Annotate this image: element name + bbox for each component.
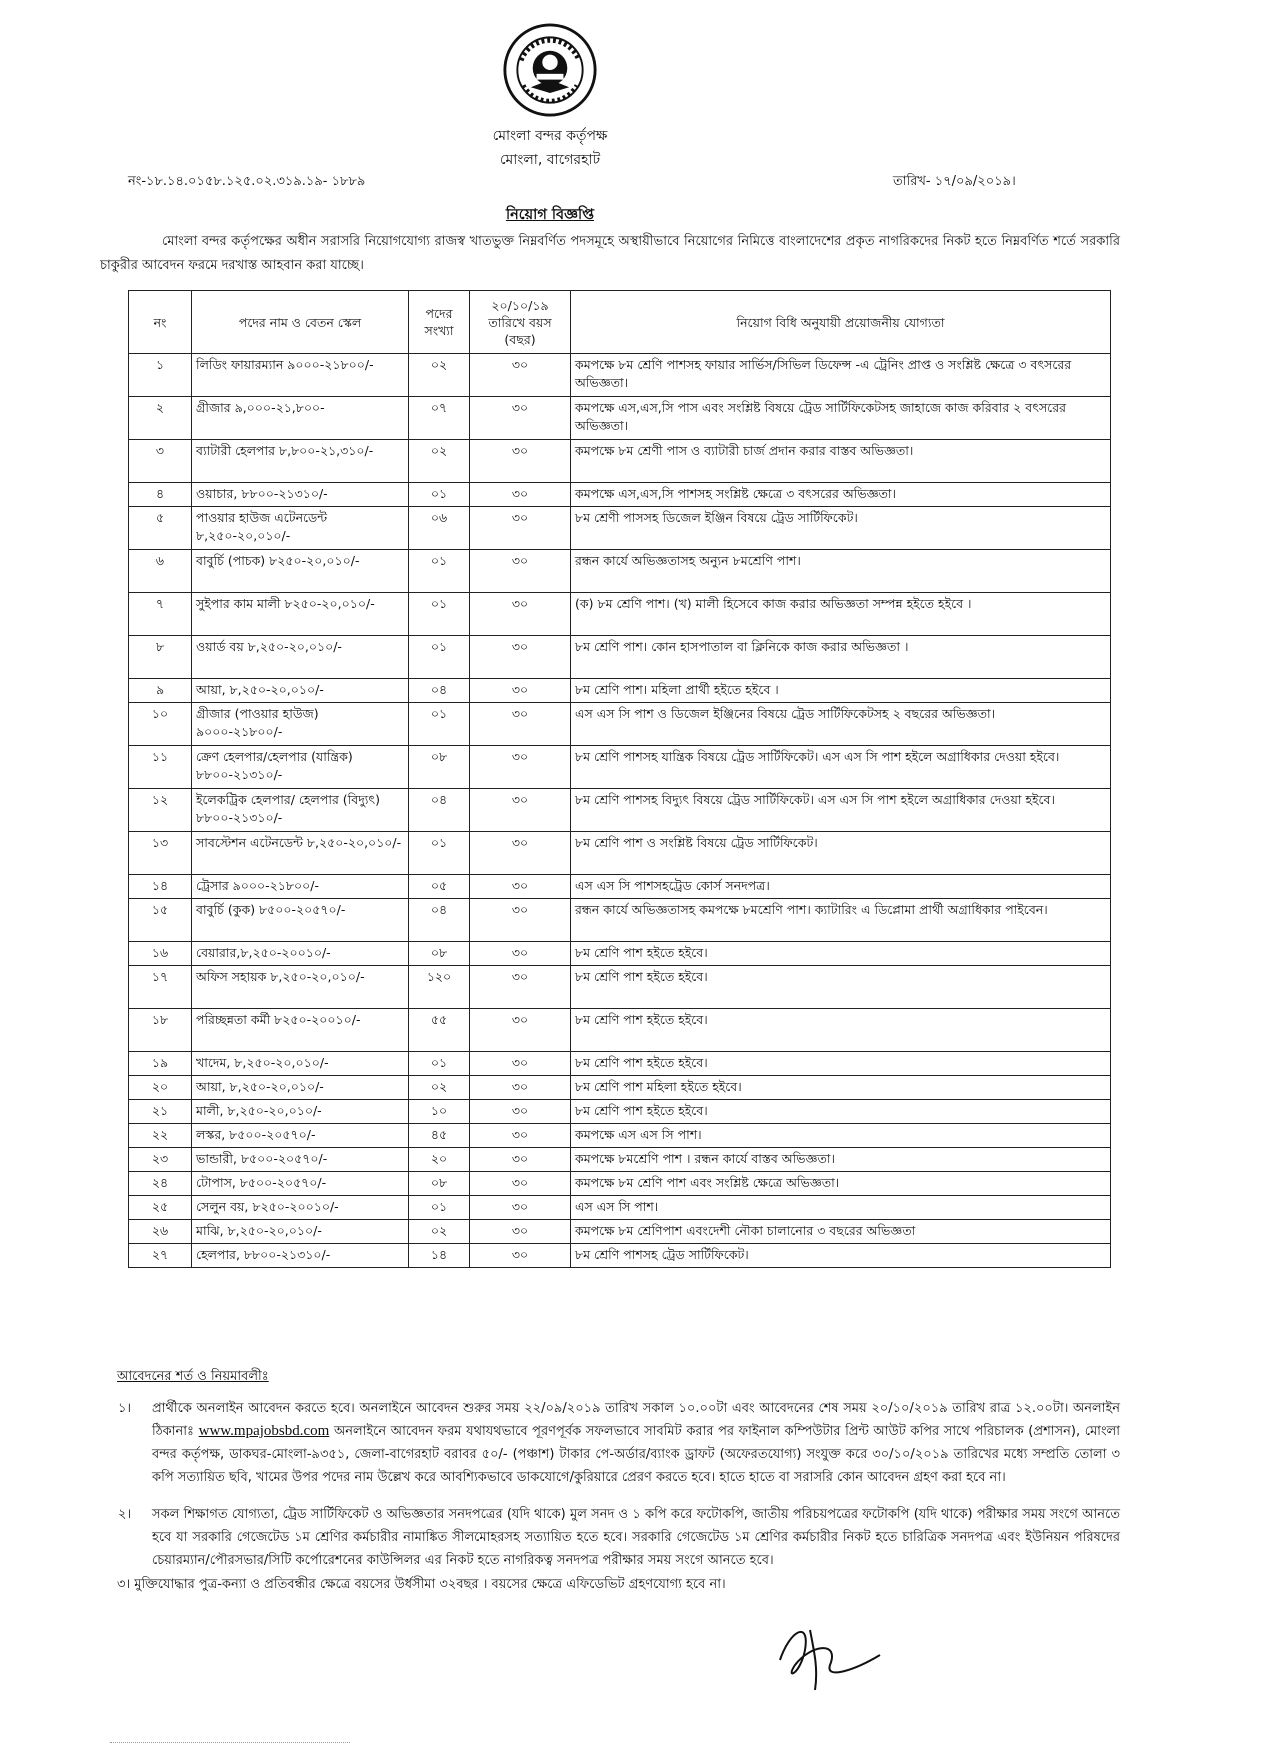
row-count: ০৫ <box>409 875 470 899</box>
row-number: ১৯ <box>129 1052 192 1076</box>
row-qualification: ৮ম শ্রেণি পাশ। কোন হাসপাতাল বা ক্লিনিকে কাজ করার অভিজ্ঞতা । <box>571 636 1111 679</box>
table-row <box>129 397 1111 440</box>
row-age: ৩০ <box>470 1172 571 1196</box>
row-post: আয়া, ৮,২৫০-২০,০১০/- <box>192 1076 409 1100</box>
row-age: ৩০ <box>470 966 571 1009</box>
row-qualification: কমপক্ষে এস,এস,সি পাশসহ সংশ্লিষ্ট ক্ষেত্রে ৩ বৎসরের অভিজ্ঞতা। <box>571 483 1111 507</box>
row-qualification: রন্ধন কার্যে অভিজ্ঞতাসহ কমপক্ষে ৮মশ্রেণি পাশ। ক্যাটারিং এ ডিপ্লোমা প্রার্থী অগ্রাধিকার পাইবেন। <box>571 899 1111 942</box>
row-qualification: (ক) ৮ম শ্রেণি পাশ। (খ) মালী হিসেবে কাজ করার অভিজ্ঞতা সম্পন্ন হইতে হইবে । <box>571 593 1111 636</box>
table-row <box>129 1196 1111 1220</box>
footer-rule <box>110 1742 350 1744</box>
table-row <box>129 1052 1111 1076</box>
row-post: বেয়ারার,৮,২৫০-২০০১০/- <box>192 942 409 966</box>
row-qualification: কমপক্ষে ৮ম শ্রেণি পাশসহ ফায়ার সার্ভিস/সিভিল ডিফেন্স -এ ট্রেনিং প্রাপ্ত ও সংশ্লিষ্ট ক্ষেত্রে ৩ বৎসরের অভিজ্ঞতা। <box>571 354 1111 397</box>
row-count: ৪৫ <box>409 1124 470 1148</box>
row-age: ৩০ <box>470 942 571 966</box>
row-qualification: কমপক্ষে ৮ম শ্রেণিপাশ এবংদেশী নৌকা চালানোর ৩ বছরের অভিজ্ঞতা <box>571 1220 1111 1244</box>
row-qualification: ৮ম শ্রেণি পাশ হইতে হইবে। <box>571 1100 1111 1124</box>
notice-date: তারিখ- ১৭/০৯/২০১৯। <box>893 174 1016 189</box>
row-qualification: কমপক্ষে ৮ম শ্রেণি পাশ এবং সংশ্লিষ্ট ক্ষেত্রে অভিজ্ঞতা। <box>571 1172 1111 1196</box>
row-number: ২২ <box>129 1124 192 1148</box>
table-row <box>129 966 1111 1009</box>
notice-title: নিয়োগ বিজ্ঞপ্তি <box>505 207 595 223</box>
row-post: মাঝি, ৮,২৫০-২০,০১০/- <box>192 1220 409 1244</box>
rule-1-text-a: প্রার্থীকে অনলাইন আবেদন করতে হবে। অনলাইনে আবেদন শুরুর সময় ২২/০৯/২০১৯ তারিখ সকাল ১০.০০টা এবং আবেদনের শেষ সময় ২০/১০/২০১৯ তারিখ রাত্র ১২.০০টা। অনলাইন ঠিকানাঃ <box>152 1401 1120 1439</box>
row-age: ৩০ <box>470 636 571 679</box>
row-post: সুইপার কাম মালী ৮২৫০-২০,০১০/- <box>192 593 409 636</box>
intro-paragraph: মোংলা বন্দর কর্তৃপক্ষের অধীন সরাসরি নিয়োগযোগ্য রাজস্ব খাতভুক্ত নিম্নবর্ণিত পদসমূহে অস্থায়ীভাবে নিয়োগের নিমিত্তে বাংলাদেশের প্রকৃত নাগরিকদের নিকট হতে নিম্নবর্ণিত শর্তে সরকারি চাকুরীর আবেদন ফরমে দরখাস্ত আহবান করা যাচ্ছে। <box>100 234 1120 273</box>
table-row <box>129 1100 1111 1124</box>
row-post: পরিচ্ছন্নতা কর্মী ৮২৫০-২০০১০/- <box>192 1009 409 1052</box>
row-qualification: ৮ম শ্রেণী পাসসহ ডিজেল ইঞ্জিন বিষয়ে ট্রেড সার্টিফিকেট। <box>571 507 1111 550</box>
row-count: ০৪ <box>409 679 470 703</box>
online-address-link[interactable]: www.mpajobsbd.com <box>198 1423 330 1439</box>
row-number: ৭ <box>129 593 192 636</box>
header-post: পদের নাম ও বেতন স্কেল <box>192 291 409 354</box>
row-age: ৩০ <box>470 1196 571 1220</box>
row-age: ৩০ <box>470 899 571 942</box>
table-row <box>129 550 1111 593</box>
row-post: অফিস সহায়ক ৮,২৫০-২০,০১০/- <box>192 966 409 1009</box>
row-number: ১১ <box>129 746 192 789</box>
row-count: ০৪ <box>409 789 470 832</box>
row-count: ০৭ <box>409 397 470 440</box>
row-post: বাবুর্চি (পাচক) ৮২৫০-২০,০১০/- <box>192 550 409 593</box>
table-row <box>129 942 1111 966</box>
rule-1-text-b: অনলাইনে আবেদন ফরম যথাযথভাবে পূরণপূর্বক সফলভাবে সাবমিট করার পর ফাইনাল কম্পিউটার প্রিন্ট আউট কপির সাথে পরিচালক (প্রশাসন), মোংলা বন্দর কর্তৃপক্ষ, ডাকঘর-মোংলা-৯৩৫১, জেলা-বাগেরহাট বরাবর ৫০/- (পঞ্চাশ) টাকার পে-অর্ডার/ব্যাংক ড্রাফট (অফেরতযোগ্য) সংযুক্ত করে ৩০/১০/২০১৯ তারিখের মধ্যে সম্প্রতি তোলা ৩ কপি সত্যায়িত ছবি, খামের উপর পদের নাম উল্লেখ করে আবশ্যিকভাবে ডাকযোগে/কুরিয়ারে প্রেরণ করতে হবে। হাতে হাতে বা সরাসরি কোন আবেদন গ্রহণ করা হবে না। <box>152 1424 1121 1485</box>
row-count: ০৮ <box>409 1172 470 1196</box>
header-no: নং <box>129 291 192 354</box>
table-row <box>129 1009 1111 1052</box>
row-number: ২ <box>129 397 192 440</box>
row-number: ১৭ <box>129 966 192 1009</box>
row-age: ৩০ <box>470 703 571 746</box>
row-age: ৩০ <box>470 1100 571 1124</box>
row-number: ৯ <box>129 679 192 703</box>
table-row <box>129 1124 1111 1148</box>
row-qualification: কমপক্ষে এস এস সি পাশ। <box>571 1124 1111 1148</box>
row-post: আয়া, ৮,২৫০-২০,০১০/- <box>192 679 409 703</box>
row-qualification: রন্ধন কার্যে অভিজ্ঞতাসহ অন্যুন ৮মশ্রেণি পাশ। <box>571 550 1111 593</box>
row-number: ৮ <box>129 636 192 679</box>
table-row <box>129 832 1111 875</box>
table-row <box>129 593 1111 636</box>
rule-number-2: ২। <box>118 1507 132 1522</box>
row-count: ০২ <box>409 1220 470 1244</box>
table-row <box>129 1172 1111 1196</box>
table-row <box>129 1148 1111 1172</box>
rule-paragraph-2 <box>118 1503 1120 1572</box>
row-post: গ্রীজার (পাওয়ার হাউজ) ৯০০০-২১৮০০/- <box>192 703 409 746</box>
table-header-row <box>129 291 1111 354</box>
row-post: ক্রেণ হেলপার/হেলপার (যান্ত্রিক) ৮৮০০-২১৩১০/- <box>192 746 409 789</box>
row-count: ০৬ <box>409 507 470 550</box>
row-post: ইলেকট্রিক হেলপার/ হেলপার (বিদ্যুৎ) ৮৮০০-২১৩১০/- <box>192 789 409 832</box>
row-count: ১২০ <box>409 966 470 1009</box>
row-age: ৩০ <box>470 397 571 440</box>
row-number: ২৩ <box>129 1148 192 1172</box>
row-age: ৩০ <box>470 875 571 899</box>
row-age: ৩০ <box>470 1244 571 1268</box>
bangla-port-authority-seal <box>502 22 598 118</box>
table-row <box>129 507 1111 550</box>
row-qualification: ৮ম শ্রেণি পাশ। মহিলা প্রার্থী হইতে হইবে । <box>571 679 1111 703</box>
table-row <box>129 746 1111 789</box>
rule-paragraph-1 <box>118 1397 1121 1489</box>
row-count: ০১ <box>409 550 470 593</box>
table-row <box>129 899 1111 942</box>
row-age: ৩০ <box>470 679 571 703</box>
row-age: ৩০ <box>470 832 571 875</box>
vacancy-rows <box>129 354 1111 1268</box>
row-count: ০২ <box>409 440 470 483</box>
table-row <box>129 1076 1111 1100</box>
row-age: ৩০ <box>470 1220 571 1244</box>
org-name: মোংলা বন্দর কর্তৃপক্ষ <box>492 128 608 144</box>
row-count: ০২ <box>409 354 470 397</box>
row-post: ট্রেসার ৯০০০-২১৮০০/- <box>192 875 409 899</box>
row-number: ১৫ <box>129 899 192 942</box>
row-post: হেলপার, ৮৮০০-২১৩১০/- <box>192 1244 409 1268</box>
row-number: ৪ <box>129 483 192 507</box>
row-post: মালী, ৮,২৫০-২০,০১০/- <box>192 1100 409 1124</box>
row-number: ৩ <box>129 440 192 483</box>
row-count: ০১ <box>409 832 470 875</box>
header-qualification: নিয়োগ বিধি অনুযায়ী প্রয়োজনীয় যোগ্যতা <box>571 291 1111 354</box>
row-number: ১ <box>129 354 192 397</box>
row-count: ০১ <box>409 483 470 507</box>
row-post: বাবুর্চি (কুক) ৮৫০০-২০৫৭০/- <box>192 899 409 942</box>
row-age: ৩০ <box>470 440 571 483</box>
row-qualification: ৮ম শ্রেণি পাশসহ ট্রেড সার্টিফিকেট। <box>571 1244 1111 1268</box>
row-count: ১৪ <box>409 1244 470 1268</box>
row-age: ৩০ <box>470 746 571 789</box>
row-number: ১২ <box>129 789 192 832</box>
row-count: ০১ <box>409 1196 470 1220</box>
row-number: ৫ <box>129 507 192 550</box>
row-age: ৩০ <box>470 483 571 507</box>
rules-heading: আবেদনের শর্ত ও নিয়মাবলীঃ <box>117 1369 269 1384</box>
row-count: ১০ <box>409 1100 470 1124</box>
row-post: ব্যাটারী হেলপার ৮,৮০০-২১,৩১০/- <box>192 440 409 483</box>
row-qualification: ৮ম শ্রেণি পাশসহ বিদ্যুৎ বিষয়ে ট্রেড সার্টিফিকেট। এস এস সি পাশ হইলে অগ্রাধিকার দেওয়া হইবে। <box>571 789 1111 832</box>
row-count: ০১ <box>409 636 470 679</box>
row-age: ৩০ <box>470 789 571 832</box>
row-count: ০১ <box>409 703 470 746</box>
row-age: ৩০ <box>470 1124 571 1148</box>
row-number: ২১ <box>129 1100 192 1124</box>
row-number: ১৪ <box>129 875 192 899</box>
header-count: পদের সংখ্যা <box>409 291 470 354</box>
row-number: ১৬ <box>129 942 192 966</box>
row-post: ওয়ার্ড বয় ৮,২৫০-২০,০১০/- <box>192 636 409 679</box>
row-qualification: ৮ম শ্রেণি পাশ ও সংশ্লিষ্ট বিষয়ে ট্রেড সার্টিফিকেট। <box>571 832 1111 875</box>
row-post: গ্রীজার ৯,০০০-২১,৮০০- <box>192 397 409 440</box>
table-row <box>129 440 1111 483</box>
row-age: ৩০ <box>470 550 571 593</box>
table-row <box>129 483 1111 507</box>
table-row <box>129 875 1111 899</box>
row-qualification: ৮ম শ্রেণি পাশ হইতে হইবে। <box>571 1009 1111 1052</box>
row-number: ২৫ <box>129 1196 192 1220</box>
row-post: ভান্ডারী, ৮৫০০-২০৫৭০/- <box>192 1148 409 1172</box>
org-address: মোংলা, বাগেরহাট <box>499 152 601 168</box>
row-qualification: কমপক্ষে এস,এস,সি পাস এবং সংশ্লিষ্ট বিষয়ে ট্রেড সার্টিফিকেটসহ জাহাজে কাজ করিবার ২ বৎসরের অভিজ্ঞতা। <box>571 397 1111 440</box>
row-count: ৫৫ <box>409 1009 470 1052</box>
row-post: লস্কর, ৮৫০০-২০৫৭০/- <box>192 1124 409 1148</box>
row-age: ৩০ <box>470 354 571 397</box>
row-count: ০১ <box>409 1052 470 1076</box>
vacancy-table <box>128 290 1111 1268</box>
row-post: টোপাস, ৮৫০০-২০৫৭০/- <box>192 1172 409 1196</box>
rule-paragraph-3: ৩। মুক্তিযোদ্ধার পুত্র-কন্যা ও প্রতিবন্ধীর ক্ষেত্রে বয়সের উর্ধসীমা ৩২বছর । বয়সের ক্ষেত্রে এফিডেভিট গ্রহণযোগ্য হবে না। <box>117 1577 726 1592</box>
row-number: ২৬ <box>129 1220 192 1244</box>
table-row <box>129 1244 1111 1268</box>
row-count: ২০ <box>409 1148 470 1172</box>
table-row <box>129 703 1111 746</box>
row-age: ৩০ <box>470 593 571 636</box>
row-post: সেলুন বয়, ৮২৫০-২০০১০/- <box>192 1196 409 1220</box>
row-qualification: এস এস সি পাশ ও ডিজেল ইঞ্জিনের বিষয়ে ট্রেড সার্টিফিকেটসহ ২ বছরের অভিজ্ঞতা। <box>571 703 1111 746</box>
row-qualification: ৮ম শ্রেণি পাশ মহিলা হইতে হইবে। <box>571 1076 1111 1100</box>
memo-number: নং-১৮.১৪.০১৫৮.১২৫.০২.৩১৯.১৯- ১৮৮৯ <box>128 174 366 189</box>
row-post: খাদেম, ৮,২৫০-২০,০১০/- <box>192 1052 409 1076</box>
row-qualification: ৮ম শ্রেণি পাশ হইতে হইবে। <box>571 1052 1111 1076</box>
table-row <box>129 789 1111 832</box>
row-age: ৩০ <box>470 1076 571 1100</box>
row-count: ০৮ <box>409 942 470 966</box>
row-qualification: ৮ম শ্রেণি পাশ হইতে হইবে। <box>571 966 1111 1009</box>
row-post: ওয়াচার, ৮৮০০-২১৩১০/- <box>192 483 409 507</box>
row-age: ৩০ <box>470 1148 571 1172</box>
row-count: ০৪ <box>409 899 470 942</box>
row-number: ৬ <box>129 550 192 593</box>
row-number: ১৩ <box>129 832 192 875</box>
table-row <box>129 636 1111 679</box>
row-post: সাবস্টেশন এটেনডেন্ট ৮,২৫০-২০,০১০/- <box>192 832 409 875</box>
table-row <box>129 679 1111 703</box>
row-age: ৩০ <box>470 1052 571 1076</box>
row-qualification: এস এস সি পাশ। <box>571 1196 1111 1220</box>
row-age: ৩০ <box>470 1009 571 1052</box>
rule-2-text: সকল শিক্ষাগত যোগ্যতা, ট্রেড সার্টিফিকেট ও অভিজ্ঞতার সনদপত্রের (যদি থাকে) মুল সনদ ও ১ কপি করে ফটোকপি, জাতীয় পরিচয়পত্রের ফটোকপি (যদি থাকে) পরীক্ষার সময় সংগে আনতে হবে যা সরকারি গেজেটেড ১ম শ্রেণির কর্মচারীর নামাঙ্কিত সীলমোহরসহ সত্যায়িত হতে হবে। সরকারি গেজেটেড ১ম শ্রেণির কর্মচারীর নিকট হতে চারিত্রিক সনদপত্র এবং ইউনিয়ন পরিষদের চেয়ারম্যান/পৌরসভার/সিটি কর্পোরেশনের কাউন্সিলর এর নিকট হতে নাগরিকত্ব সনদপত্র পরীক্ষার সময় সংগে আনতে হবে। <box>152 1507 1120 1568</box>
row-qualification: কমপক্ষে ৮ম শ্রেণী পাস ও ব্যাটারী চার্জ প্রদান করার বাস্তব অভিজ্ঞতা। <box>571 440 1111 483</box>
row-qualification: ৮ম শ্রেণি পাশ হইতে হইবে। <box>571 942 1111 966</box>
row-number: ২০ <box>129 1076 192 1100</box>
row-post: পাওয়ার হাউজ এটেনডেন্ট ৮,২৫০-২০,০১০/- <box>192 507 409 550</box>
row-number: ১৮ <box>129 1009 192 1052</box>
row-count: ০২ <box>409 1076 470 1100</box>
row-count: ০১ <box>409 593 470 636</box>
row-count: ০৮ <box>409 746 470 789</box>
row-age: ৩০ <box>470 507 571 550</box>
row-number: ২৪ <box>129 1172 192 1196</box>
row-qualification: ৮ম শ্রেণি পাশসহ যান্ত্রিক বিষয়ে ট্রেড সার্টিফিকেট। এস এস সি পাশ হইলে অগ্রাধিকার দেওয়া হইবে। <box>571 746 1111 789</box>
row-post: লিডিং ফায়ারম্যান ৯০০০-২১৮০০/- <box>192 354 409 397</box>
rule-number-1: ১। <box>118 1401 132 1416</box>
table-row <box>129 1220 1111 1244</box>
table-row <box>129 354 1111 397</box>
header-age: ২০/১০/১৯ তারিখে বয়স (বছর) <box>470 291 571 354</box>
row-number: ২৭ <box>129 1244 192 1268</box>
row-number: ১০ <box>129 703 192 746</box>
row-qualification: এস এস সি পাশসহট্রেড কোর্স সনদপত্র। <box>571 875 1111 899</box>
signature <box>770 1610 890 1700</box>
row-qualification: কমপক্ষে ৮মশ্রেণি পাশ । রন্ধন কার্যে বাস্তব অভিজ্ঞতা। <box>571 1148 1111 1172</box>
